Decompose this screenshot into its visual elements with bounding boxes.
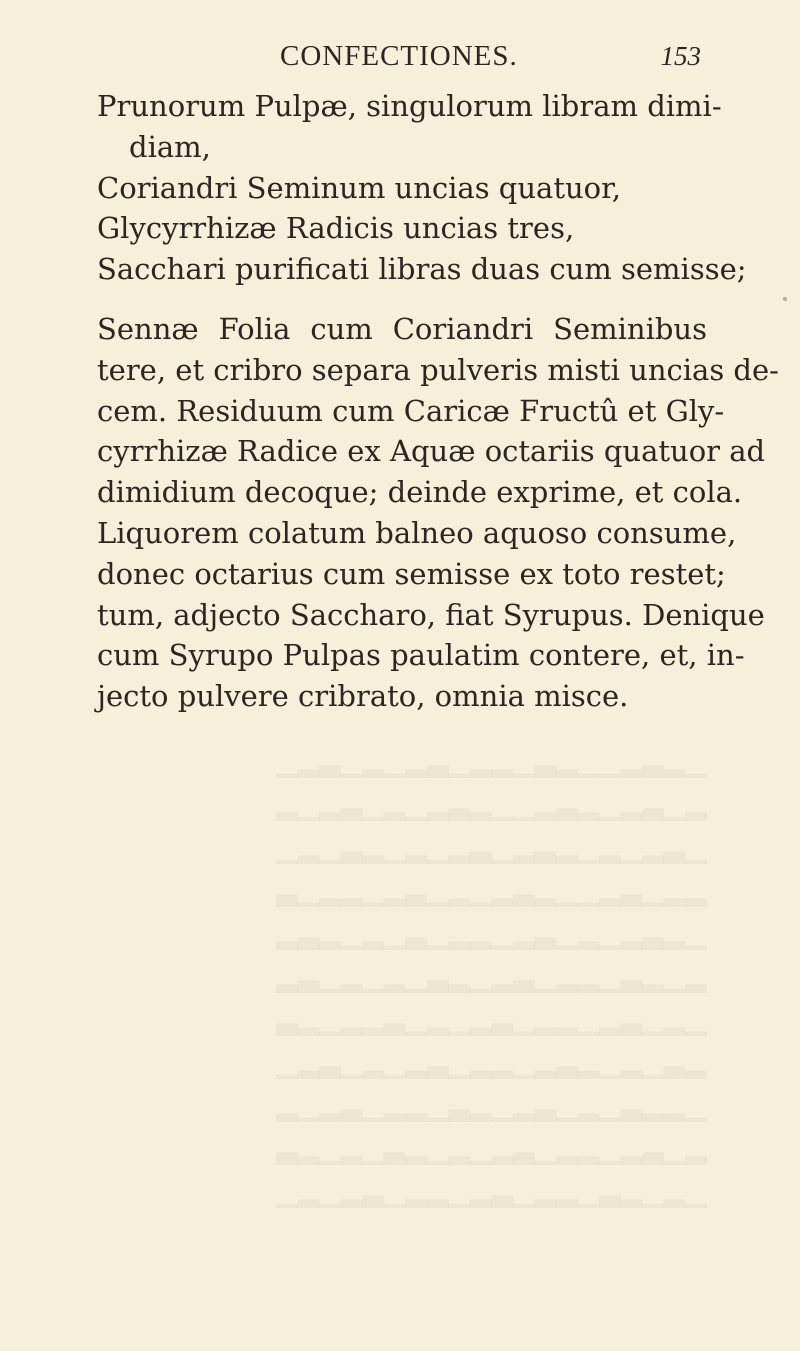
paragraph-line-2: tere, et cribro separa pulveris misti uncias de- [97, 352, 779, 387]
running-head: CONFECTIONES. [280, 40, 518, 72]
faint-line: ▂▂▁▃▂▁▁▂▃▂▁▂▁▃▂▁▂▂▁▃ [276, 874, 707, 907]
paragraph-line-4: cyrrhizæ Radice ex Aquæ octariis quatuor ad [97, 434, 766, 469]
faint-line: ▂▃▁▂▁▂▃▂▁▂▂▁▃▂▁▂▁▃▂▁ [276, 1046, 707, 1079]
faint-line: ▁▃▂▁▂▁▂▃▂▁▃▂▁▂▁▂▃▁▂▁ [276, 831, 707, 864]
ingredient-line-3: Coriandri Seminum uncias quatuor, [97, 170, 622, 205]
recipe-text [97, 86, 779, 717]
faint-line: ▁▂▃▂▁▁▂▃▁▂▂▁▃▂▁▂▁▃▂▁ [276, 745, 707, 778]
faint-line: ▂▁▂▃▁▂▂▁▃▂▁▂▃▁▂▁▂▁▃▂ [276, 960, 707, 993]
ingredient-line-5: Sacchari purificati libras duas cum semisse; [97, 252, 747, 287]
page-number: 153 [660, 41, 701, 71]
faint-line: ▁▂▁▃▂▁▂▂▁▃▂▁▂▁▃▂▂▁▂▃ [276, 1003, 707, 1036]
paragraph-line-7: donec octarius cum semisse ex toto restet; [97, 556, 726, 591]
faint-line: ▁▂▂▃▁▂▁▃▂▁▂▃▁▂▂▁▃▂▁▂ [276, 1089, 707, 1122]
faint-line: ▁▂▃▂▁▂▁▃▂▁▂▂▁▃▁▂▁▂▃▂ [276, 917, 707, 950]
faint-line: ▂▁▃▂▁▂▃▂▁▁▂▃▂▁▂▁▃▂▁▂ [276, 788, 707, 821]
faint-reversed-text [97, 740, 707, 1213]
paper-speck [783, 297, 787, 301]
paragraph-line-3: cem. Residuum cum Caricæ Fructû et Gly- [97, 393, 725, 428]
paragraph-line-8: tum, adjecto Saccharo, fiat Syrupus. Denique [97, 597, 765, 632]
show-through-texture [97, 740, 707, 1260]
faint-line: ▂▁▃▂▁▂▂▁▃▂▁▂▁▂▃▁▂▁▂▃ [276, 1132, 707, 1165]
paragraph-line-1: Sennæ Folia cum Coriandri Seminibus [97, 311, 707, 346]
ingredient-list [97, 86, 747, 290]
paragraph-line-9: cum Syrupo Pulpas paulatim contere, et, in- [97, 638, 745, 673]
instruction-paragraph [97, 309, 779, 717]
ingredient-line-4: Glycyrrhizæ Radicis uncias tres, [97, 211, 575, 246]
ingredient-line-1: Prunorum Pulpæ, singulorum libram dimi- [97, 89, 722, 123]
page-header [97, 36, 701, 76]
faint-line: ▁▂▁▂▃▁▂▂▁▃▂▁▂▂▁▃▂▁▂▁ [276, 1175, 707, 1208]
ingredient-line-2: diam, [129, 129, 211, 164]
paragraph-line-6: Liquorem colatum balneo aquoso consume, [97, 515, 737, 550]
paragraph-line-10: jecto pulvere cribrato, omnia misce. [97, 679, 629, 714]
paragraph-line-5: dimidium decoque; deinde exprime, et cola. [97, 475, 743, 510]
